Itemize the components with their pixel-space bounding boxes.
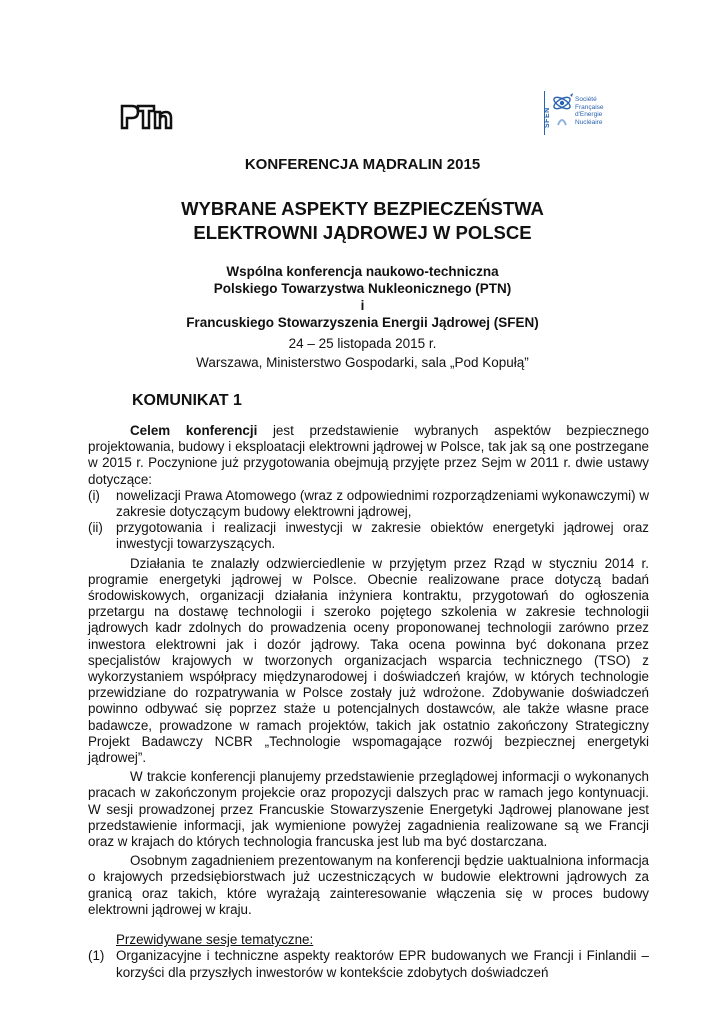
- conference-dates: 24 – 25 listopada 2015 r.: [288, 336, 437, 351]
- paragraph-conference-plan: W trakcie konferencji planujemy przedstawienie przeglądowej informacji o wykonanych pracach w zakończonym projekcie oraz propozycji dalszych prac w ramach jego kontynuacji. W sesji prowadzonej przez Francuskie Stowarzyszenie Energetyki Jądrowej planowane jest przedstawienie informacji, jak wymienione powyżej zagadnienia realizowane są we Francji oraz w krajach do których technologia francuska jest lub ma być dostarczana.: [88, 769, 649, 850]
- sfen-side-label: SFEN: [544, 107, 551, 128]
- paragraph-companies: Osobnym zagadnieniem prezentowanym na konferencji będzie uaktualniona informacja o krajowych przedsiębiorstwach już uczestniczących w budowie elektrowni jądrowych za granicą oraz takich, które wyrażają zainteresowanie włączenia się w proces budowy elektrowni jądrowej w kraju.: [88, 853, 649, 917]
- paragraph-actions: Działania te znalazły odzwierciedlenie w przyjętym przez Rząd w styczniu 2014 r. programie energetyki jądrowej w Polsce. Obecnie realizowane prace dotyczą badań środowiskowych, organizacji działania inżyniera kontraktu, przygotowań do ogłoszenia przetargu na dostawę technologii i szeroko pojętego szkolenia w zakresie technologii jądrowych kadr zdolnych do prowadzenia oceny proponowanej technologii zarówno przez inwestora elektrowni jak i dozór jądrowy. Taka ocena powinna być dokonana przez specjalistów krajowych w tworzonych organizacjach wsparcia technicznego (TSO) z wykorzystaniem współpracy międzynarodowej i doświadczeń krajów, w których technologie przewidziane do rozpatrywania w Polsce zostały już wdrożone. Zdobywanie doświadczeń powinno odbywać się poprzez staże u potencjalnych dostawców, ale także własne prace badawcze, prowadzone w ramach projektów, takich jak ostatnio zakończony Strategiczny Projekt Badawczy NCBR „Technologie wspomagające rozwój bezpiecznej energetyki jądrowej”.: [88, 555, 649, 766]
- conference-name: KONFERENCJA MĄDRALIN 2015: [244, 156, 481, 173]
- session-item: (1) Organizacyjne i techniczne aspekty reaktorów EPR budowanych we Francji i Finlandii – korzyści dla przyszłych inwestorów w kontekście zdobytych doświadczeń: [88, 948, 649, 980]
- sfen-logo-text: Société Française d'Energie Nucléaire: [575, 96, 604, 126]
- list-item: (ii) przygotowania i realizacji inwestycji w zakresie obiektów energetyki jądrowej oraz inwestycji towarzyszących.: [88, 520, 649, 552]
- ptn-logo: [118, 98, 174, 134]
- document-body: [88, 423, 649, 981]
- conference-title: WYBRANE ASPEKTY BEZPIECZEŃSTWA ELEKTROWNI JĄDROWEJ W POLSCE: [181, 198, 544, 243]
- conference-subtitle: Wspólna konferencja naukowo-techniczna Polskiego Towarzystwa Nukleonicznego (PTN) i Francuskiego Stowarzyszenia Energii Jądrowej (SFEN): [186, 264, 539, 330]
- section-title: KOMUNIKAT 1: [132, 392, 242, 409]
- conference-venue: Warszawa, Ministerstwo Gospodarki, sala „Pod Kopułą”: [196, 355, 529, 370]
- list-item: (i) nowelizacji Prawa Atomowego (wraz z odpowiednimi rozporządzeniami wykonawczymi) w zakresie dotyczącym budowy elektrowni jądrowej,: [88, 487, 649, 520]
- sessions-heading: Przewidywane sesje tematyczne:: [116, 932, 314, 948]
- paragraph-intro: Celem konferencji jest przedstawienie wybranych aspektów bezpiecznego projektowania, budowy i eksploatacji elektrowni jądrowej w Polsce, tak jak są one postrzegane w 2015 r. Poczynione już przygotowania obejmują przyjęte przez Sejm w 2011 r. dwie ustawy dotyczące:: [88, 423, 649, 487]
- conference-date-venue: [0, 334, 725, 372]
